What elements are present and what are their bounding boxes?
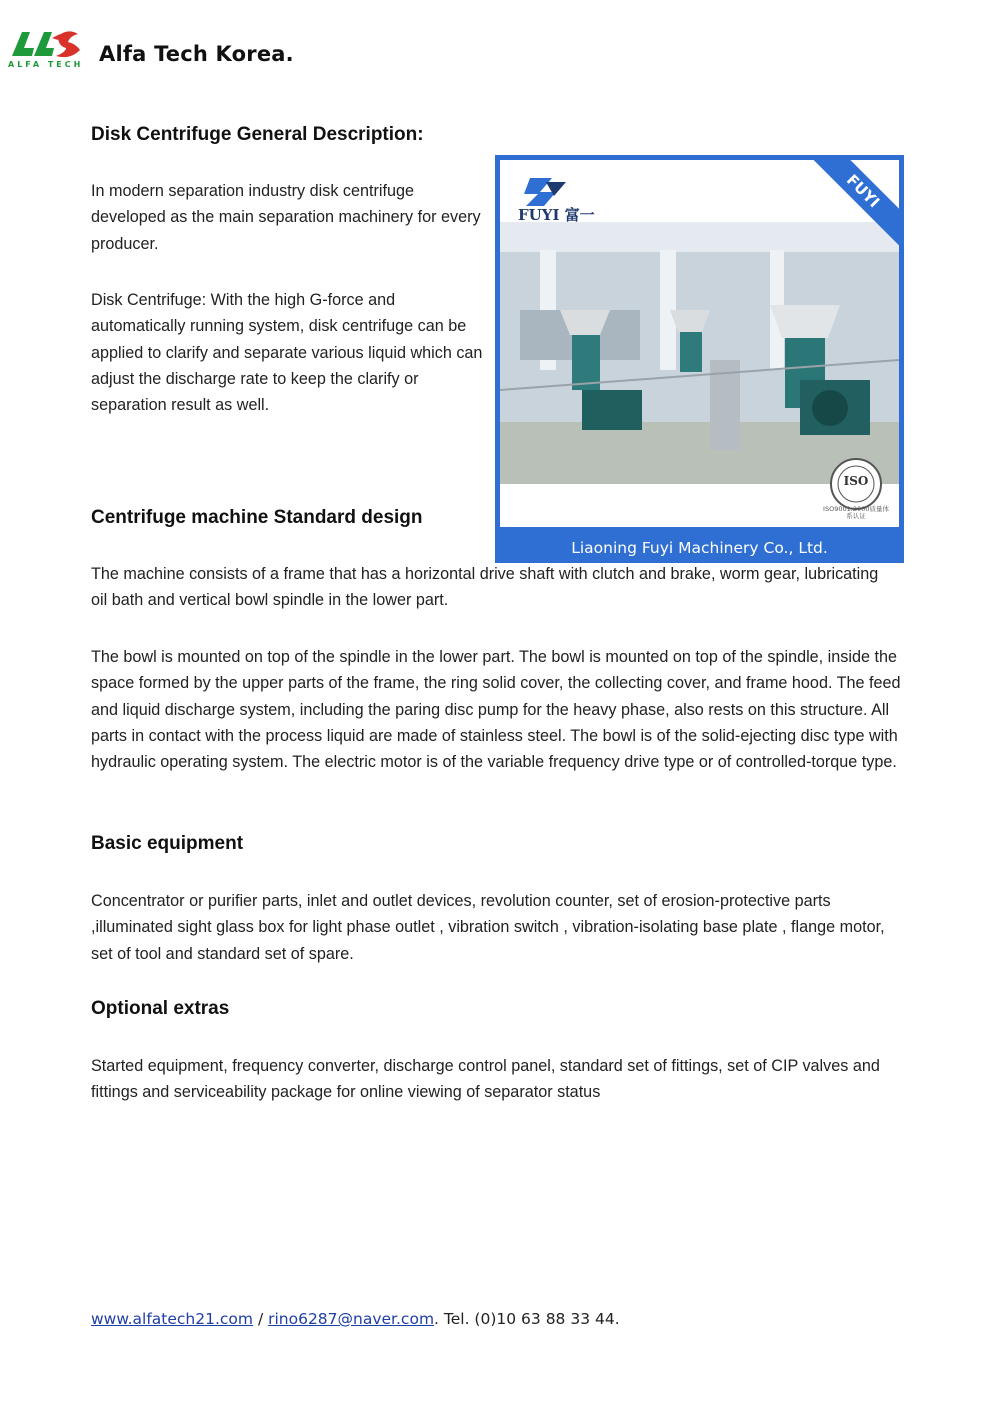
section-title-general: Disk Centrifuge General Description: [91,124,424,145]
general-paragraph-2: Disk Centrifuge: With the high G-force and automatically running system, disk centrifuge can be applied to clarify and separate various liquid which can adjust the discharge rate to keep the clarify or separation result as well. [91,291,483,415]
company-logo [8,26,88,70]
footer-telephone: . Tel. (0)10 63 88 33 44. [434,1310,620,1328]
product-photo [495,155,904,563]
photo-caption: Liaoning Fuyi Machinery Co., Ltd. [571,539,828,557]
section-title-standard-design: Centrifuge machine Standard design [91,507,423,528]
footer-separator: / [253,1310,269,1328]
logo-text: ALFA TECH [8,60,84,69]
iso-label: ISO [843,474,869,488]
standard-design-paragraph-1: The machine consists of a frame that has a horizontal drive shaft with clutch and brake, worm gear, lubricating oil bath and vertical bowl spindle in the lower part. [91,565,879,610]
email-link[interactable]: rino6287@naver.com [268,1310,435,1328]
general-paragraph-1: In modern separation industry disk centrifuge developed as the main separation machinery for every producer. [91,182,481,253]
section-title-optional-extras: Optional extras [91,998,230,1019]
optional-extras-paragraph: Started equipment, frequency converter, discharge control panel, standard set of fittings, set of CIP valves and fittings and serviceability package for online viewing of separator status [91,1057,880,1102]
photo-brand: FUYI 富一 [518,206,595,224]
section-title-basic-equipment: Basic equipment [91,833,244,854]
basic-equipment-paragraph: Concentrator or purifier parts, inlet and outlet devices, revolution counter, set of erosion-protective parts ,illuminated sight glass box for light phase outlet , vibration switch , vibration-isolating base plate , flange motor, set of tool and standard set of spare. [91,892,885,963]
photo-image-area [500,160,899,527]
iso-subtext: ISO9001:2000质量体系认证 [823,505,889,520]
standard-design-paragraph-2: The bowl is mounted on top of the spindle in the lower part. The bowl is mounted on top of the spindle, inside the space formed by the upper parts of the frame, the ring solid cover, the collecting cover, and frame hood. The feed and liquid discharge system, including the paring disc pump for the heavy phase, also rests on this structure. All parts in contact with the process liquid are made of stainless steel. The bowl is of the solid-ejecting disc type with hydraulic operating system. The electric motor is of the variable frequency drive type or of controlled-torque type. [91,648,901,772]
company-name: Alfa Tech Korea. [99,42,294,66]
photo-ribbon: FUYI [804,160,899,250]
website-link[interactable]: www.alfatech21.com [91,1310,254,1328]
footer-contact [91,1310,620,1328]
